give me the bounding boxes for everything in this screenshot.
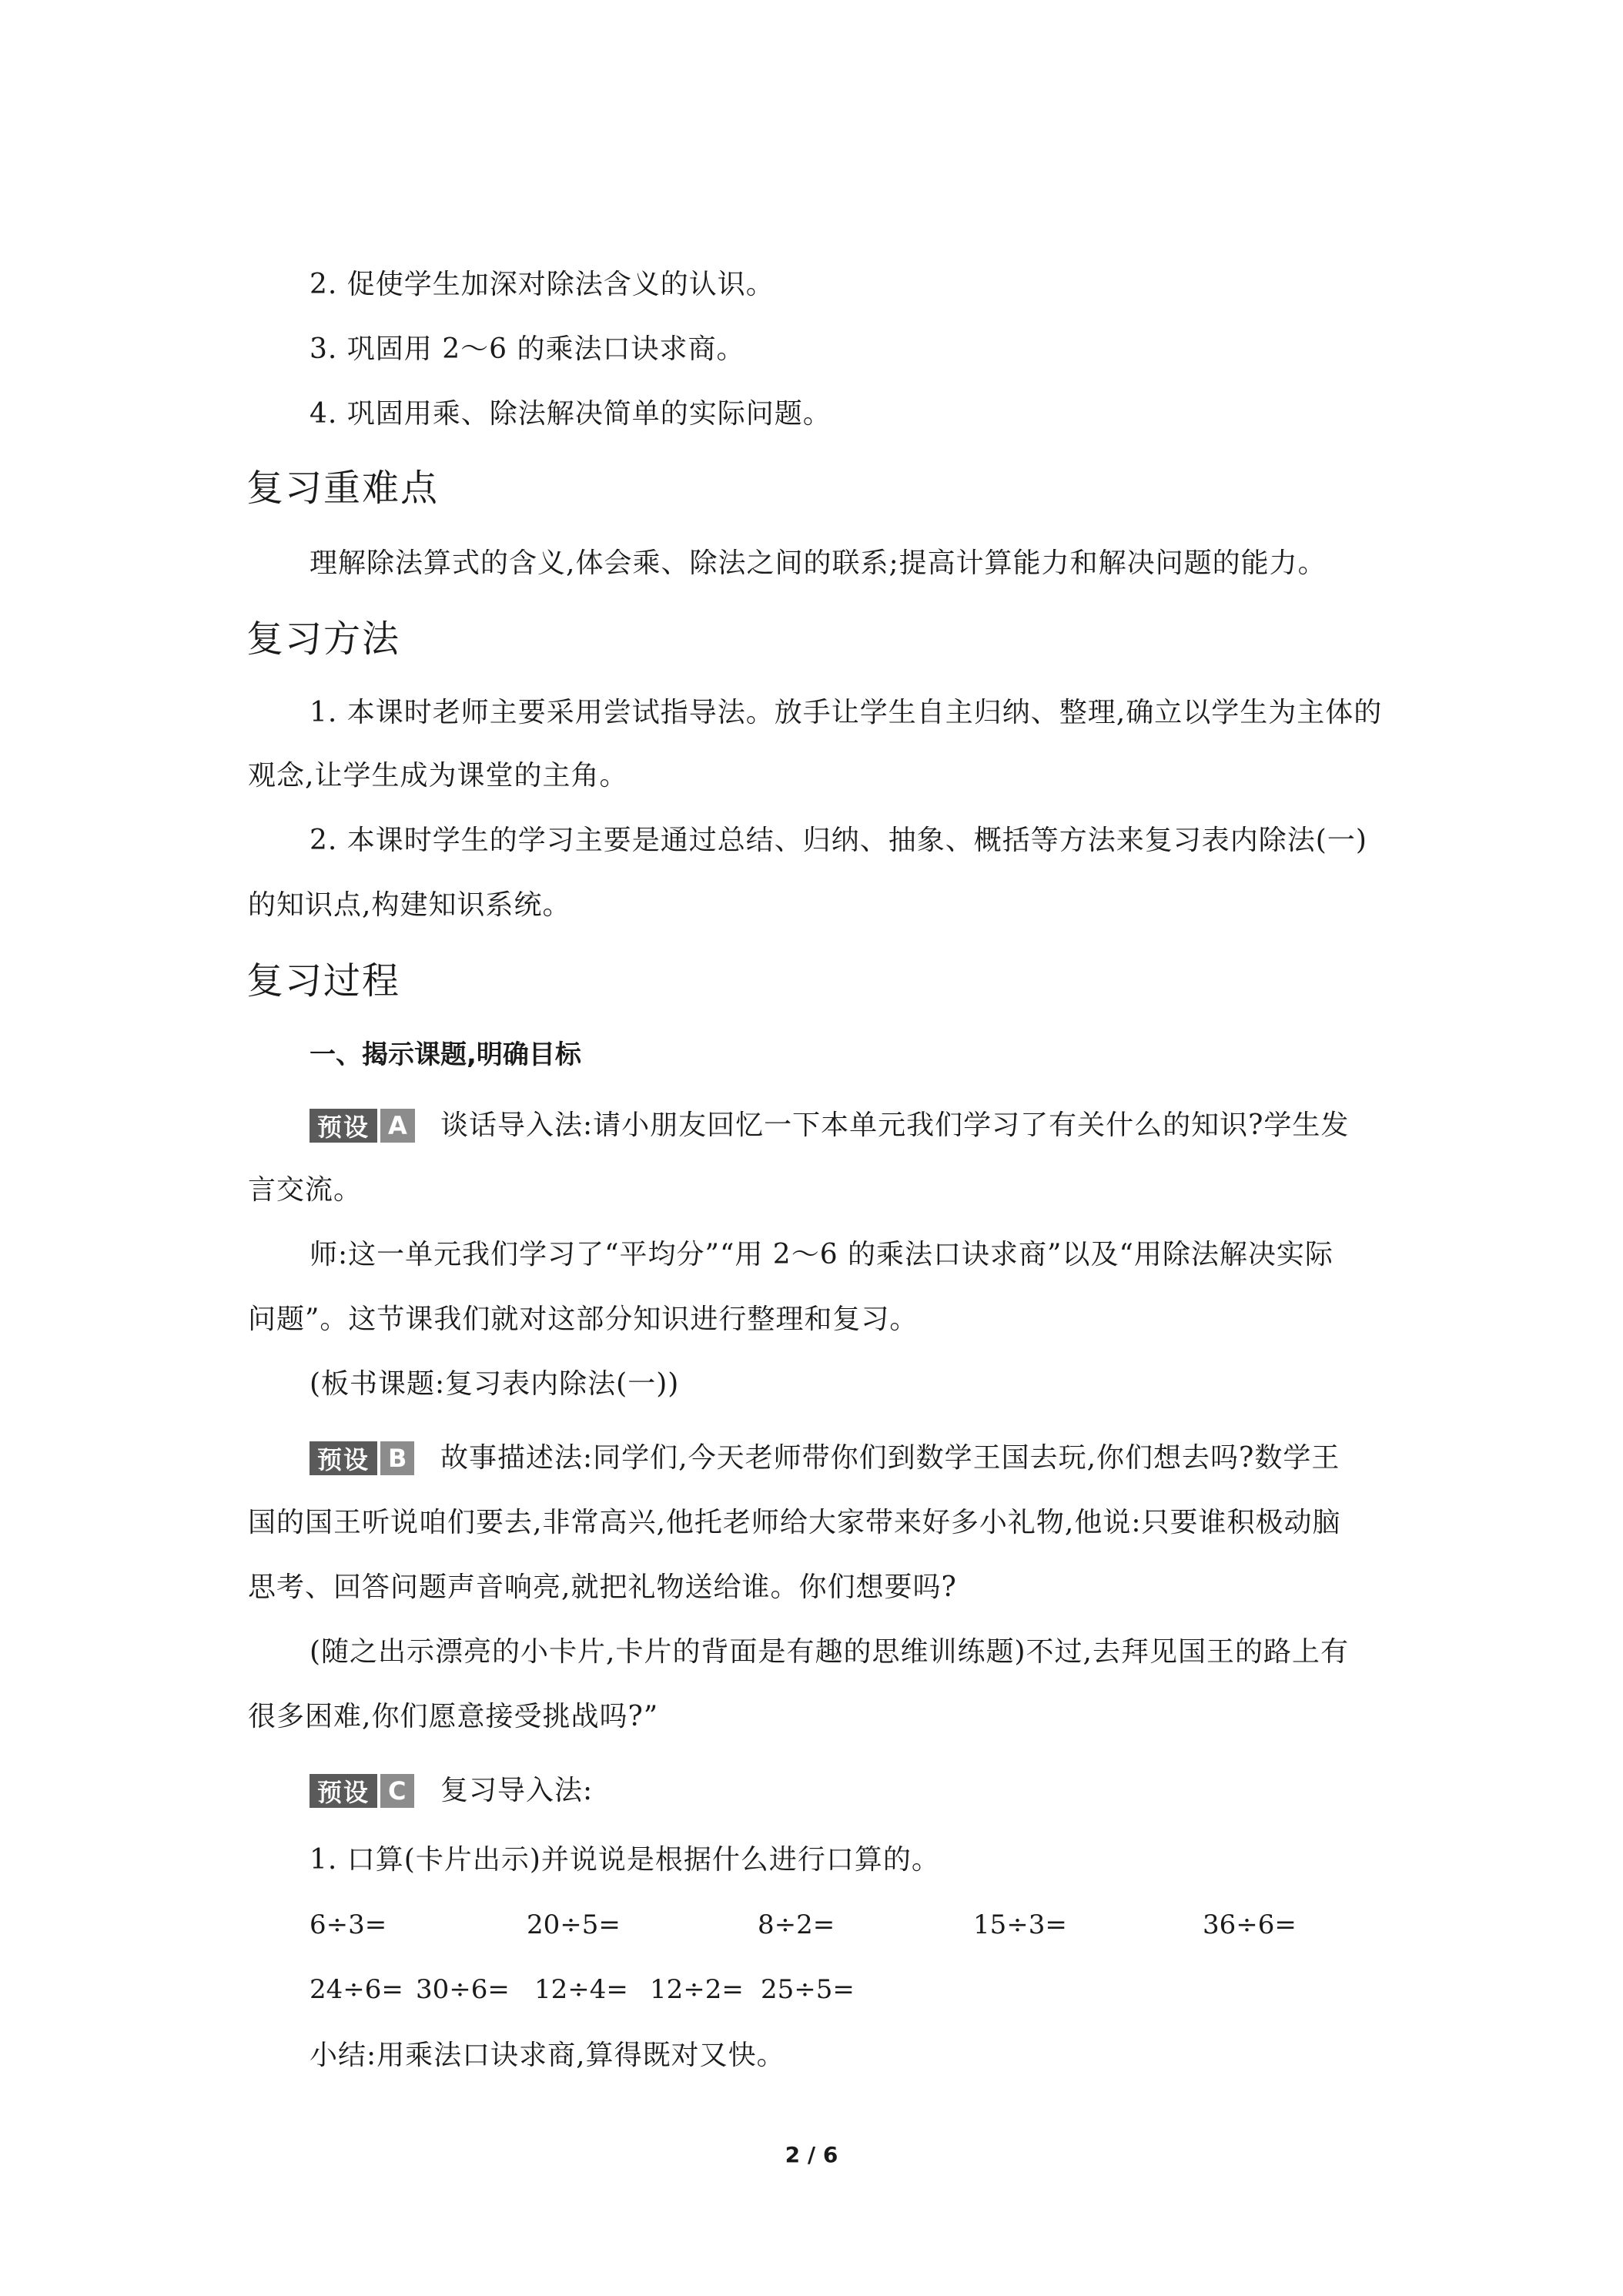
methods-p2-line2: 的知识点,构建知识系统。 [248, 889, 571, 921]
objective-4: 4. 巩固用乘、除法解决简单的实际问题。 [310, 398, 832, 430]
calc-expression: 12÷2= [650, 1974, 744, 2005]
preset-c-badge [310, 1774, 414, 1808]
teacher-line1: 师:这一单元我们学习了“平均分”“用 2～6 的乘法口诀求商”以及“用除法解决实际 [310, 1239, 1334, 1270]
preset-a-line2: 言交流。 [248, 1174, 363, 1206]
preset-b-line5: 很多困难,你们愿意接受挑战吗?” [248, 1701, 659, 1732]
key-points-heading: 复习重难点 [246, 467, 440, 510]
preset-c-line1: 复习导入法: [440, 1775, 594, 1806]
section-1-heading: 一、揭示课题,明确目标 [310, 1039, 581, 1070]
summary-text: 小结:用乘法口诀求商,算得既对又快。 [310, 2040, 785, 2071]
calc-expression: 8÷2= [758, 1909, 835, 1940]
objective-3: 3. 巩固用 2～6 的乘法口诀求商。 [310, 333, 745, 365]
preset-b-line4: (随之出示漂亮的小卡片,卡片的背面是有趣的思维训练题)不过,去拜见国王的路上有 [310, 1636, 1349, 1668]
objective-2: 2. 促使学生加深对除法含义的认识。 [310, 269, 775, 300]
teacher-line2: 问题”。这节课我们就对这部分知识进行整理和复习。 [248, 1304, 919, 1335]
preset-label: 预设 [310, 1441, 377, 1475]
methods-p2-line1: 2. 本课时学生的学习主要是通过总结、归纳、抽象、概括等方法来复习表内除法(一) [310, 825, 1367, 856]
preset-a-badge [310, 1109, 415, 1143]
calc-expression: 25÷5= [761, 1974, 855, 2005]
preset-b-line2: 国的国王听说咱们要去,非常高兴,他托老师给大家带来好多小礼物,他说:只要谁积极动脑 [248, 1507, 1341, 1538]
calc-expression: 6÷3= [310, 1909, 387, 1940]
key-points-text: 理解除法算式的含义,体会乘、除法之间的联系;提高计算能力和解决问题的能力。 [310, 547, 1327, 579]
calc-expression: 15÷3= [973, 1909, 1067, 1940]
calc-expression: 20÷5= [527, 1909, 621, 1940]
process-heading: 复习过程 [246, 959, 401, 1002]
methods-p1-line2: 观念,让学生成为课堂的主角。 [248, 760, 628, 792]
methods-p1-line1: 1. 本课时老师主要采用尝试指导法。放手让学生自主归纳、整理,确立以学生为主体的 [310, 697, 1383, 728]
preset-label: 预设 [310, 1774, 377, 1808]
board-title: (板书课题:复习表内除法(一)) [310, 1368, 680, 1400]
preset-a-line1: 谈话导入法:请小朋友回忆一下本单元我们学习了有关什么的知识?学生发 [440, 1110, 1350, 1141]
calc-expression: 36÷6= [1203, 1909, 1297, 1940]
preset-label: 预设 [310, 1109, 377, 1143]
preset-letter: B [380, 1441, 414, 1475]
preset-letter: A [380, 1109, 415, 1143]
calc-expression: 12÷4= [534, 1974, 628, 2005]
preset-letter: C [380, 1774, 413, 1808]
preset-b-line1: 故事描述法:同学们,今天老师带你们到数学王国去玩,你们想去吗?数学王 [440, 1442, 1340, 1474]
calc-expression: 30÷6= [416, 1974, 510, 2005]
preset-b-badge [310, 1441, 414, 1475]
preset-b-line3: 思考、回答问题声音响亮,就把礼物送给谁。你们想要吗? [248, 1571, 957, 1603]
methods-heading: 复习方法 [246, 618, 401, 661]
page-number: 2 / 6 [785, 2142, 838, 2167]
oral-calc-item: 1. 口算(卡片出示)并说说是根据什么进行口算的。 [310, 1844, 940, 1876]
calc-expression: 24÷6= [310, 1974, 403, 2005]
